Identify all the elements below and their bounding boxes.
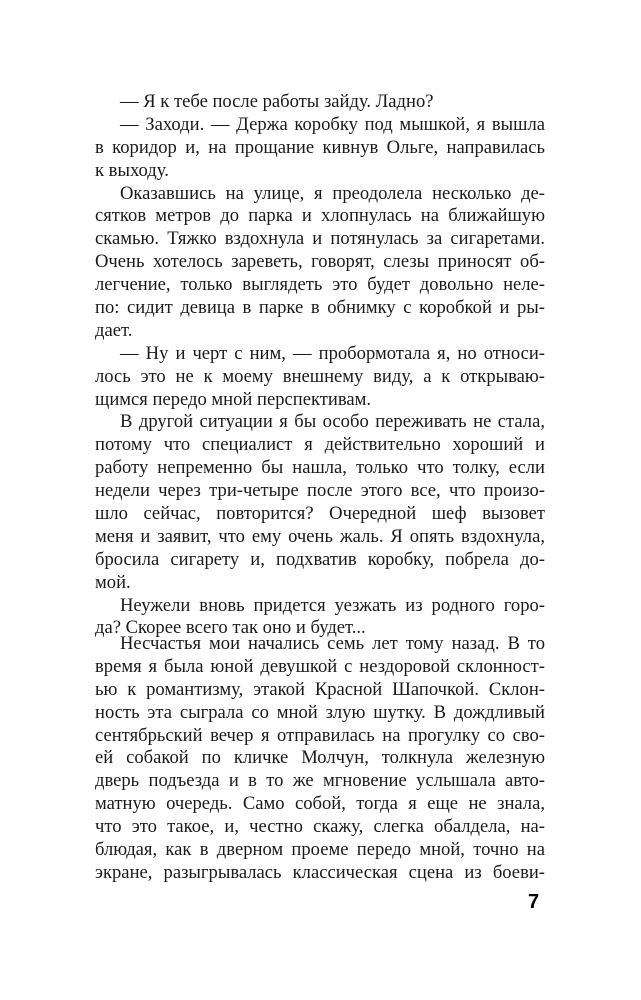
text-line: скамью. Тяжко вздохнула и потянулась за сигаретами. — [95, 228, 545, 250]
text-line: к выходу. — [95, 159, 169, 181]
text-line: работу непременно бы нашла, только что толку, если — [95, 457, 545, 479]
text-line: ью к романтизму, этакой Красной Шапочкой. Склон- — [95, 678, 545, 700]
text-line: потому что специалист я действительно хороший и — [95, 434, 545, 456]
text-line: легчение, только выглядеть это будет довольно неле- — [95, 274, 545, 296]
text-line: Оказавшись на улице, я преодолела несколько де- — [120, 182, 545, 204]
text-line: В другой ситуации я бы особо переживать не стала, — [120, 411, 545, 433]
text-line: сентябрьский вечер я отправилась на прогулку со сво- — [95, 724, 545, 746]
text-line: ей собакой по кличке Молчун, толкнула железную — [95, 747, 545, 769]
text-line: матную очередь. Само собой, тогда я еще не знала, — [95, 793, 545, 815]
text-line: по: сидит девица в парке в обнимку с коробкой и ры- — [95, 297, 545, 319]
text-line: в коридор и, на прощание кивнув Ольге, направилась — [95, 136, 545, 158]
text-line: меня и заявит, что ему очень жаль. Я опять вздохнула, — [95, 525, 545, 547]
text-line: недели через три-четыре после этого все, что произо- — [95, 480, 545, 502]
text-line: сятков метров до парка и хлопнулась на ближайшую — [95, 205, 545, 227]
text-line: — Заходи. — Держа коробку под мышкой, я вышла — [120, 113, 545, 135]
text-line: дает. — [95, 319, 133, 341]
text-line: — Я к тебе после работы зайду. Ладно? — [120, 91, 434, 112]
text-line: Очень хотелось зареветь, говорят, слезы приносят об- — [95, 251, 545, 273]
text-line: блюдая, как в дверном проеме передо мной, точно на — [95, 839, 545, 861]
text-line: что это такое, и, честно скажу, слегка обалдела, на- — [95, 816, 545, 838]
text-line: — Ну и черт с ним, — пробормотала я, но относи- — [120, 342, 545, 364]
text-line: мой. — [95, 571, 131, 593]
text-line: бросила сигарету и, подхватив коробку, побрела до- — [95, 548, 545, 570]
page-number: 7 — [528, 891, 540, 913]
text-line: Неужели вновь придется уезжать из родного горо- — [120, 594, 545, 616]
text-line: время я была юной девушкой с нездоровой склонност- — [95, 655, 545, 677]
text-line: ность эта сыграла со мной злую шутку. В дождливый — [95, 701, 545, 723]
text-section-2 — [95, 633, 545, 885]
text-line: да? Скорее всего так оно и будет... — [95, 617, 366, 639]
text-line: экране, разыгрывалась классическая сцена из боеви- — [95, 861, 545, 883]
text-line: щимся передо мной перспективам. — [95, 388, 372, 410]
text-line: шло сейчас, повторится? Очередной шеф вызовет — [95, 503, 545, 525]
text-section-1 — [95, 91, 545, 640]
text-line: Несчастья мои начались семь лет тому назад. В то — [120, 633, 545, 654]
text-line: дверь подъезда и в то же мгновение услышала авто- — [95, 770, 545, 792]
text-line: лось это не к моему внешнему виду, а к открываю- — [95, 365, 545, 387]
